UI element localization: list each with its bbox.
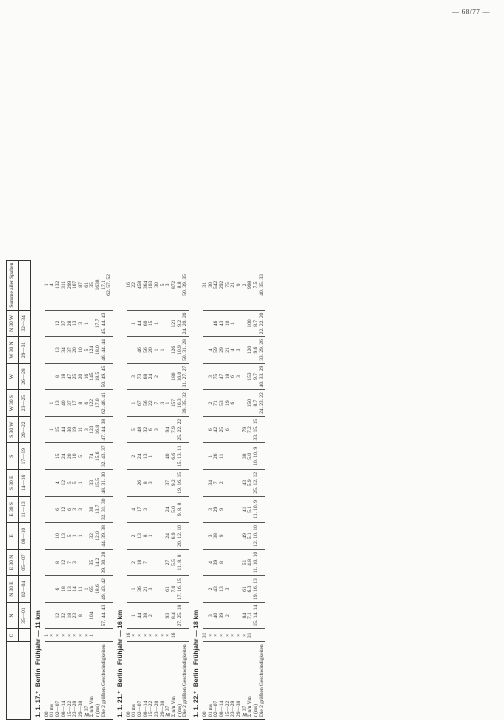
direction-column-6: 34 7 2 43 5.9 25. 12. 12 [203,470,265,497]
degree-header-10: 26—28 [19,363,31,390]
wind-statistics-table [6,260,265,720]
row-labels: 00 01 ms 02—07 08—14 15—22 23—28 29—38 ≧ 37 Σ n/n Vm r (ms) Die 2 größten Geschwindigkeiten [127,642,189,720]
header-dir-12: N 30 W [7,310,19,337]
direction-column-7: 1 26 11 38 5.0 10. 10. 9 [203,443,265,470]
header-dir-10: W [7,363,19,390]
calm-column: 16 × × × × × × × 16 [127,629,189,642]
direction-column-10: 3 75 47 18 6 3 153 9.7 40. 33. 29 [203,363,265,390]
direction-column-8: 6 42 25 6 79 7.2 33. 15. 15 [203,416,265,443]
direction-column-5: 4 17 3 24 5.0 9. 8. 8 [127,496,189,523]
direction-column-3: 2 18 7 27 5.5 11. 8. 8 [127,549,189,576]
direction-column-3: 4 39 8 51 4.8 11. 10. 10 [203,549,265,576]
degree-header-8: 20—22 [19,416,31,443]
direction-column-11: 13 34 37 20 10 5 124 18.0 46. 44. 44 [45,337,113,364]
degree-header-0 [19,629,31,642]
direction-column-1: 1 44 38 2 93 8.4 27. 25. 18 [127,602,189,629]
degree-header-11: 29—31 [19,337,31,364]
direction-column-11: 4 59 29 21 4 3 120 9.6 33. 29. 26 [203,337,265,364]
degree-header-7: 17—19 [19,443,31,470]
direction-column-10: 3 73 68 24 2 180 10.0 31. 27. 27 [127,363,189,390]
section-title: 1. 1. 21.⁺ Berlin Frühjahr — 16 km [116,610,124,718]
header-dir-4: E [7,523,19,550]
section-2 [113,260,189,719]
row-label-header [7,642,31,720]
section-title: 1. 1. 17.⁺ Berlin Frühjahr — 11 km [35,610,42,718]
direction-column-13: 16 22 458 364 103 30 5 3 872 8.8 50. 39. 35 [127,260,189,310]
degree-header-12: 32—34 [19,310,31,337]
direction-column-4: 3 38 9 49 5.1 12. 10. 10 [203,523,265,550]
direction-column-7: 2 24 13 1 40 6.6 15. 13. 11 [127,443,189,470]
direction-column-8: 5 48 32 6 3 94 7.9 25. 22. 22 [127,416,189,443]
row-labels: 00 01 ms 02—07 08—14 15—22 23—28 29—38 ≧ 37 Σ n/n Vm r (ms) Die 2 größten Geschwindigkeiten [203,642,265,720]
direction-column-9: 2 71 53 19 6 150 8.7 24. 23. 22 [203,390,265,417]
direction-column-4: 10 13 5 1 1 32 12.0 44. 39. 38 [45,523,113,550]
degree-header-3: 05—07 [19,549,31,576]
header-dir-11: W 30 N [7,337,19,364]
degree-header-1: 35—01 [19,602,31,629]
direction-column-6: 4 12 5 5 1 33 15.5 48. 31. 30 [45,470,113,497]
header-dir-13: Summe aller Spalten [7,260,19,310]
direction-column-9: 1 67 56 22 7 3 1 157 10.3 39. 35. 32 [127,390,189,417]
degree-header-4: 08—10 [19,523,31,550]
section-3 [189,260,265,719]
header-dir-8: S 30 W [7,416,19,443]
degree-header-6: 14—16 [19,470,31,497]
section-1 [31,260,113,719]
direction-column-13: 1 4 132 311 299 167 87 61 35 1638 17.1 62. 57. 52 [45,260,113,310]
direction-column-5: 3 29 9 41 5.1 11. 10. 9 [203,496,265,523]
direction-column-2: 6 18 13 14 11 1 65 18.6 49. 43. 42 [45,576,113,603]
header-dir-6: S 30 E [7,470,19,497]
direction-column-8: 1 15 44 30 19 11 3 123 16.8 47. 44. 38 [45,416,113,443]
degree-header-13 [19,260,31,310]
direction-column-1: 3 40 39 2 84 7.1 15. 14. 14 [203,602,265,629]
direction-column-12: 12 37 28 13 3 1 17.7 45. 44. 43 [45,310,113,337]
direction-column-6: 26 8 3 37 9.2 19. 16. 15 [127,470,189,497]
direction-column-11: 46 56 20 1 1 126 10.9 50. 31. 28 [127,337,189,364]
direction-column-9: 1 13 40 37 17 8 6 122 17.0 62. 46. 41 [45,390,113,417]
section-data-row [45,260,113,719]
header-calm: C [7,629,19,642]
row-labels: 00 01 ms 02—07 08—14 15—22 23—28 29—38 ≧ 37 Σ n/n Vm r (ms) Die 2 größten Geschwindigkeiten [45,642,113,720]
calm-column: 1 × × × × × × × 1 [45,629,113,642]
section-data-row [203,260,265,719]
section-data-row [127,260,189,719]
degree-header-9: 23—25 [19,390,31,417]
degree-header-2: 02—04 [19,576,31,603]
direction-column-1: 12 32 18 23 8 104 57. 44. 43 [45,602,113,629]
direction-header-row [7,260,19,719]
direction-column-5: 6 12 6 3 3 30 13.7 32. 31. 30 [45,496,113,523]
header-dir-9: W 30 S [7,390,19,417]
direction-column-2: 2 43 13 3 61 6.3 19. 16. 13 [203,576,265,603]
calm-column: 31 × × × × × × × 31 [203,629,265,642]
header-dir-1: N [7,602,19,629]
direction-column-13: 31 30 542 292 75 21 9 2 998 7.5 40. 35. 33 [203,260,265,310]
direction-column-12: 46 43 10 1 100 8.7 22. 22. 20 [203,310,265,337]
rotated-table-frame [6,20,492,720]
direction-column-4: 2 13 8 1 24 6.9 20. 12. 10 [127,523,189,550]
header-dir-7: S [7,443,19,470]
direction-column-3: 8 12 7 3 35 14.2 39. 30. 28 [45,549,113,576]
degree-header-5: 11—13 [19,496,31,523]
section-title: 1. 1. 22.⁺ Berlin Frühjahr — 18 km [193,610,201,718]
direction-column-7: 15 24 20 10 5 74 15.6 32. 43. 37 [45,443,113,470]
header-dir-3: E 30 N [7,549,19,576]
direction-column-12: 1 44 60 15 1 121 9.2 24. 20. 20 [127,310,189,337]
direction-column-2: 1 36 21 3 61 7.0 17. 16. 15 [127,576,189,603]
header-dir-5: E 30 S [7,496,19,523]
header-dir-2: N 30 E [7,576,19,603]
page-number: — 68/77 — [452,8,490,16]
direction-column-10: 8 18 47 25 20 16 145 18.5 50. 49. 45 [45,363,113,390]
